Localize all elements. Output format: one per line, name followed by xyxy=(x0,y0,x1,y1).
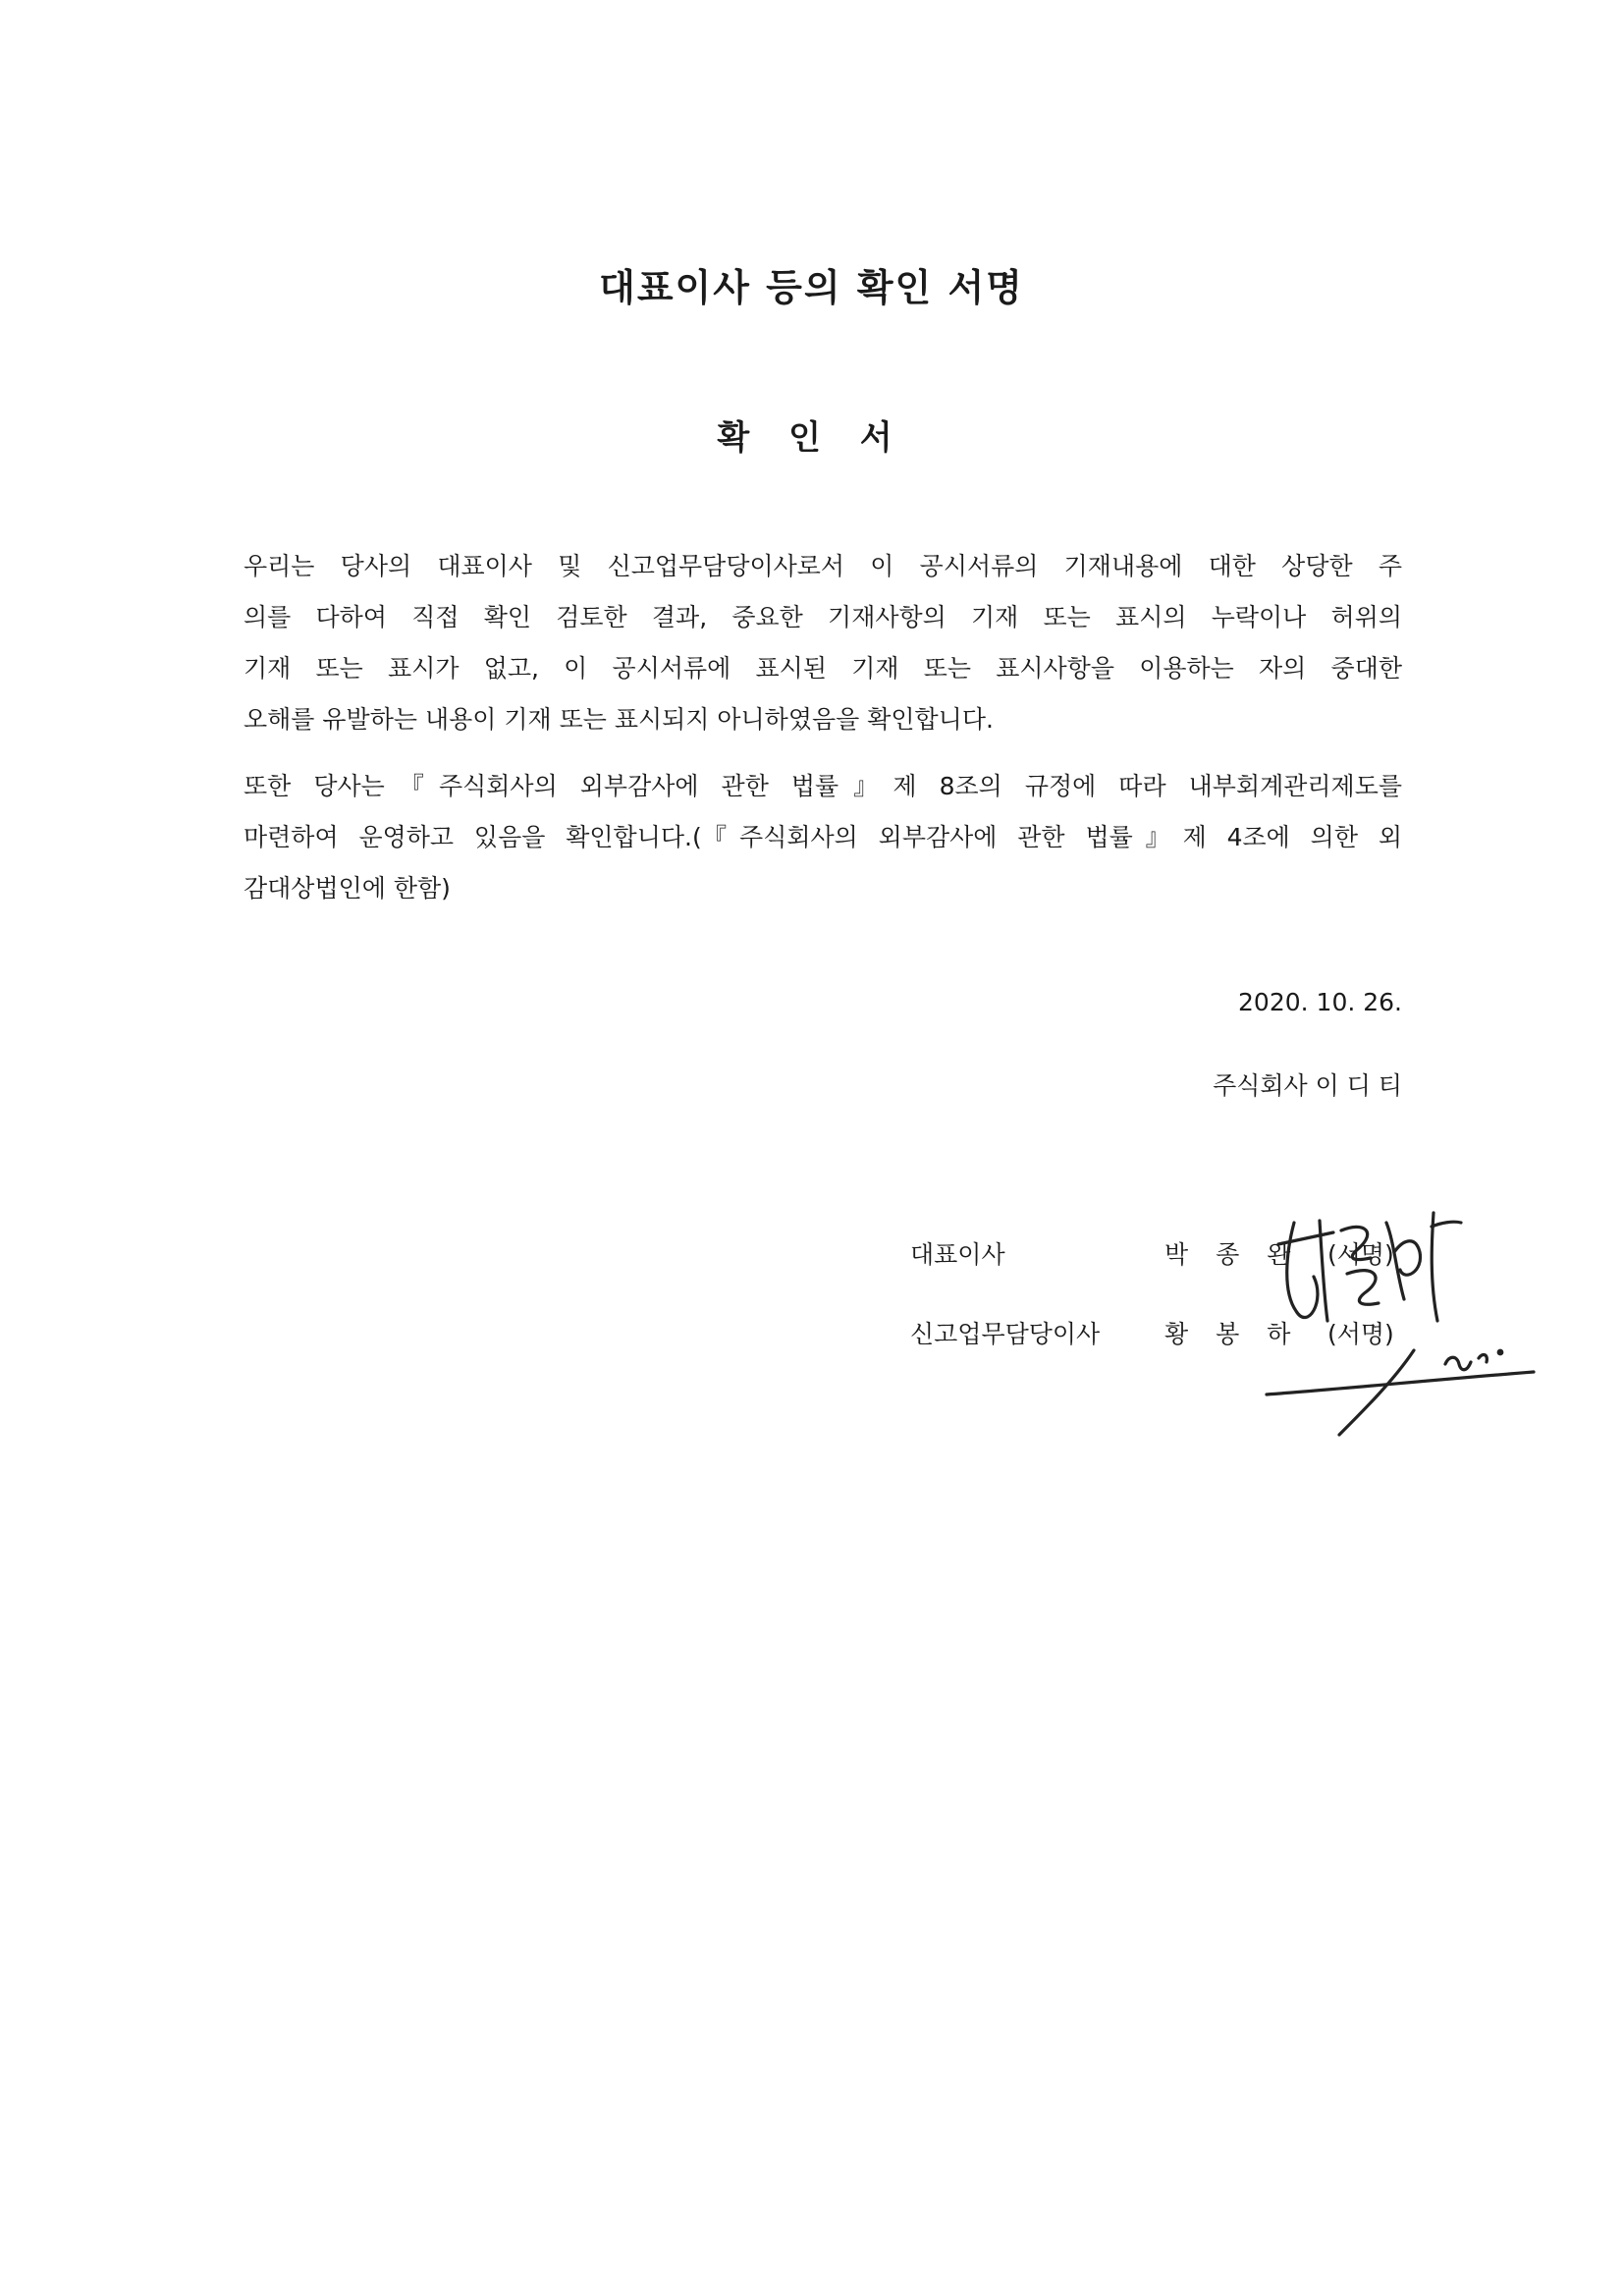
signatory-row-ceo xyxy=(0,1235,1623,1285)
document-subtitle: 확 인 서 xyxy=(717,418,906,458)
document-date: 2020. 10. 26. xyxy=(1238,988,1402,1016)
signature-mark: (서명) xyxy=(1327,1240,1394,1269)
signature-mark: (서명) xyxy=(1327,1320,1394,1348)
paragraph-line: 또한 당사는『주식회사의 외부감사에 관한 법률』제 8조의 규정에 따라 내부회계관리제도를 xyxy=(243,772,1402,800)
company-name: 주식회사 이 디 티 xyxy=(1213,1071,1402,1100)
paragraph-line: 우리는 당사의 대표이사 및 신고업무담당이사로서 이 공시서류의 기재내용에 대한 상당한 주 xyxy=(243,552,1402,580)
signatory-title: 대표이사 xyxy=(910,1240,1005,1269)
paragraph-line: 감대상법인에 한함) xyxy=(243,874,451,902)
signatory-name: 박 종 완 xyxy=(1164,1240,1301,1269)
document-title: 대표이사 등의 확인 서명 xyxy=(599,266,1024,309)
confirmation-paragraph xyxy=(243,541,1402,745)
internal-control-paragraph xyxy=(243,761,1402,914)
signatory-title: 신고업무담당이사 xyxy=(910,1320,1101,1348)
paragraph-line: 의를 다하여 직접 확인 검토한 결과, 중요한 기재사항의 기재 또는 표시의 누락이나 허위의 xyxy=(243,603,1402,631)
paragraph-line: 오해를 유발하는 내용이 기재 또는 표시되지 아니하였음을 확인합니다. xyxy=(243,705,994,734)
paragraph-line: 마련하여 운영하고 있음을 확인합니다.(『주식회사의 외부감사에 관한 법률』제 4조에 의한 외 xyxy=(243,823,1402,851)
signatory-name: 황 봉 하 xyxy=(1164,1320,1301,1348)
signatory-row-cfo xyxy=(0,1315,1623,1364)
paragraph-line: 기재 또는 표시가 없고, 이 공시서류에 표시된 기재 또는 표시사항을 이용하는 자의 중대한 xyxy=(243,654,1402,683)
